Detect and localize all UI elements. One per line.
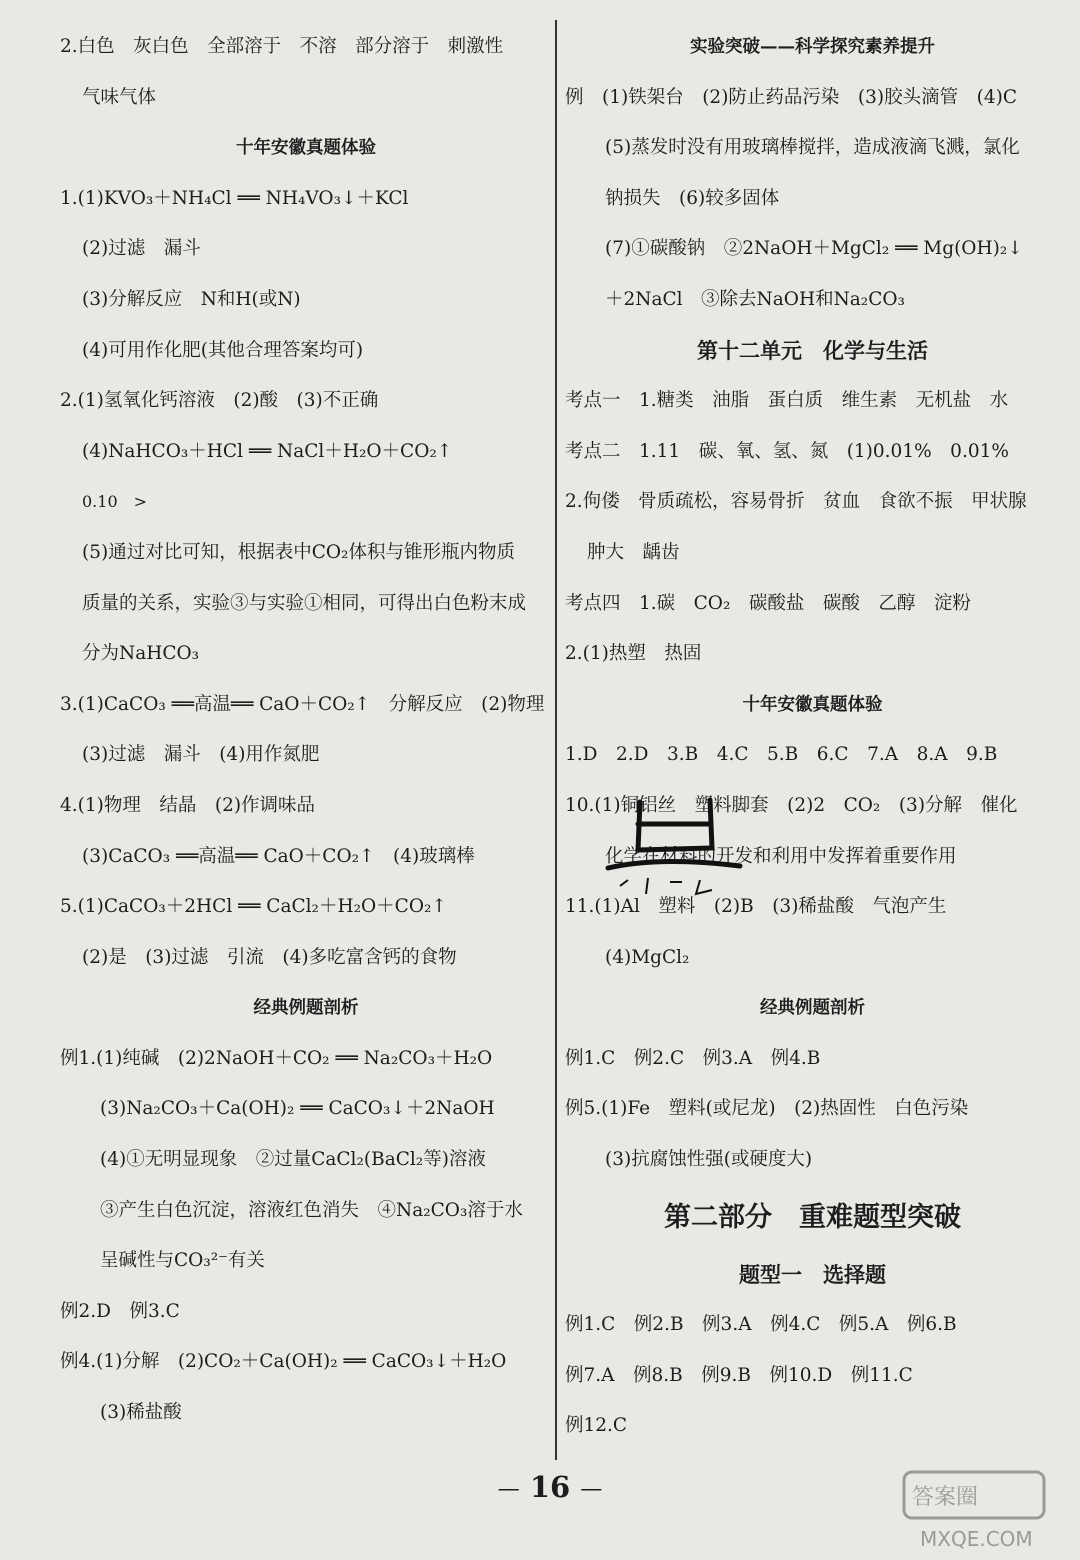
right-column-line: 10.(1)铜铝丝 塑料脚套 (2)2 CO₂ (3)分解 催化	[565, 794, 1018, 816]
right-column-line: 化学在材料的开发和利用中发挥着重要作用	[605, 845, 957, 867]
left-column-line: 例1.(1)纯碱 (2)2NaOH＋CO₂ ══ Na₂CO₃＋H₂O	[60, 1047, 493, 1069]
right-column-line: 十年安徽真题体验	[742, 694, 883, 715]
left-column-line: (4)可用作化肥(其他合理答案均可)	[82, 339, 364, 361]
left-column-line: 1.(1)KVO₃＋NH₄Cl ══ NH₄VO₃↓＋KCl	[60, 187, 409, 209]
right-column-line: 考点二 1.11 碳、氧、氢、氮 (1)0.01% 0.01%	[565, 440, 1009, 462]
watermark-logo	[902, 1470, 1072, 1555]
left-column-line: (3)Na₂CO₃＋Ca(OH)₂ ══ CaCO₃↓＋2NaOH	[100, 1098, 495, 1120]
left-column-line: (3)稀盐酸	[100, 1402, 182, 1424]
left-column-line: 2.(1)氢氧化钙溶液 (2)酸 (3)不正确	[60, 390, 379, 412]
right-column-line: 第二部分 重难题型突破	[664, 1201, 961, 1233]
right-column-line: (4)MgCl₂	[605, 946, 690, 968]
right-column-line: 考点一 1.糖类 油脂 蛋白质 维生素 无机盐 水	[565, 390, 1009, 412]
right-column-line: 例5.(1)Fe 塑料(或尼龙) (2)热固性 白色污染	[565, 1098, 969, 1120]
left-column-line: 0.10 >	[82, 492, 148, 512]
right-column-line: 1.D 2.D 3.B 4.C 5.B 6.C 7.A 8.A 9.B	[565, 744, 998, 766]
left-column-line: 2.白色 灰白色 全部溶于 不溶 部分溶于 刺激性	[60, 36, 504, 57]
left-column-line: (5)通过对比可知，根据表中CO₂体积与锥形瓶内物质	[82, 541, 515, 563]
right-column-line: (5)蒸发时没有用玻璃棒搅拌，造成液滴飞溅，氯化	[605, 137, 1020, 159]
right-column-line: 例7.A 例8.B 例9.B 例10.D 例11.C	[565, 1364, 913, 1386]
left-column-line: ③产生白色沉淀，溶液红色消失 ④Na₂CO₃溶于水	[100, 1199, 523, 1221]
left-column-line: 呈碱性与CO₃²⁻有关	[100, 1250, 265, 1272]
left-column-line: 分为NaHCO₃	[82, 643, 200, 665]
left-column-line: 气味气体	[82, 86, 157, 108]
right-column-line: 钠损失 (6)较多固体	[605, 187, 780, 209]
page-number: — 16 —	[497, 1470, 603, 1504]
left-column-line: 质量的关系，实验③与实验①相同，可得出白色粉末成	[82, 592, 527, 614]
right-column-line: 第十二单元 化学与生活	[697, 337, 928, 363]
right-column-line: 题型一 选择题	[739, 1261, 886, 1287]
right-column	[565, 22, 1060, 1452]
left-column-line: 例2.D 例3.C	[60, 1300, 180, 1322]
right-column-line: 例1.C 例2.C 例3.A 例4.B	[565, 1047, 821, 1069]
right-column-line: 经典例题剖析	[760, 998, 865, 1019]
left-column-line: (2)是 (3)过滤 引流 (4)多吃富含钙的食物	[82, 946, 457, 968]
handwritten-scribble	[600, 790, 750, 900]
right-column-line: 例 (1)铁架台 (2)防止药品污染 (3)胶头滴管 (4)C	[565, 86, 1017, 108]
left-column	[60, 22, 552, 1439]
right-column-line: 肿大 龋齿	[587, 541, 680, 563]
left-column-line: (2)过滤 漏斗	[82, 238, 201, 260]
left-column-line: 十年安徽真题体验	[236, 138, 376, 159]
right-column-line: (3)抗腐蚀性强(或硬度大)	[605, 1149, 813, 1171]
left-column-line: (3)过滤 漏斗 (4)用作氮肥	[82, 744, 320, 766]
right-column-line: (7)①碳酸钠 ②2NaOH＋MgCl₂ ══ Mg(OH)₂↓	[605, 238, 1023, 260]
left-column-line: (4)①无明显现象 ②过量CaCl₂(BaCl₂等)溶液	[100, 1149, 486, 1171]
svg-text:答案圈: 答案圈	[912, 1485, 979, 1510]
left-column-line: (3)CaCO₃ ══高温══ CaO＋CO₂↑ (4)玻璃棒	[82, 845, 475, 867]
svg-text:MXQE.COM: MXQE.COM	[920, 1527, 1033, 1551]
left-column-line: 5.(1)CaCO₃＋2HCl ══ CaCl₂＋H₂O＋CO₂↑	[60, 896, 447, 918]
right-column-line: 实验突破——科学探究素养提升	[690, 37, 935, 57]
left-column-line: 3.(1)CaCO₃ ══高温══ CaO＋CO₂↑ 分解反应 (2)物理	[60, 693, 545, 715]
left-column-line: 例4.(1)分解 (2)CO₂＋Ca(OH)₂ ══ CaCO₃↓＋H₂O	[60, 1351, 507, 1373]
right-column-line: 2.佝偻 骨质疏松，容易骨折 贫血 食欲不振 甲状腺	[565, 491, 1027, 513]
right-column-line: 考点四 1.碳 CO₂ 碳酸盐 碳酸 乙醇 淀粉	[565, 592, 971, 614]
left-column-line: 4.(1)物理 结晶 (2)作调味品	[60, 794, 316, 816]
left-column-line: (3)分解反应 N和H(或N)	[82, 288, 301, 310]
left-column-line: 经典例题剖析	[253, 998, 359, 1019]
right-column-line: 2.(1)热塑 热固	[565, 643, 702, 665]
left-column-line: (4)NaHCO₃＋HCl ══ NaCl＋H₂O＋CO₂↑	[82, 440, 453, 462]
right-column-line: 例1.C 例2.B 例3.A 例4.C 例5.A 例6.B	[565, 1314, 957, 1336]
right-column-line: ＋2NaCl ③除去NaOH和Na₂CO₃	[605, 288, 905, 310]
right-column-line: 11.(1)Al 塑料 (2)B (3)稀盐酸 气泡产生	[565, 896, 947, 918]
right-column-line: 例12.C	[565, 1415, 628, 1437]
column-divider	[555, 20, 557, 1460]
